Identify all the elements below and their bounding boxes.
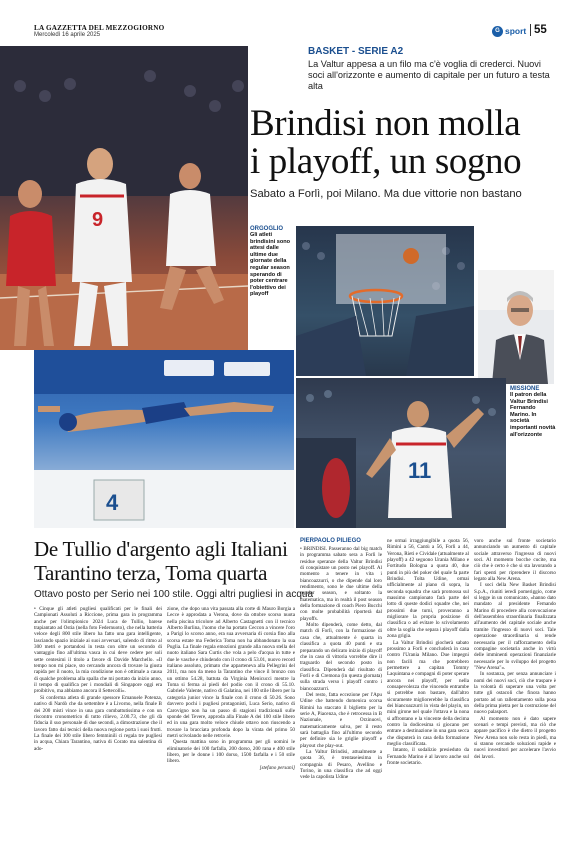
- hoop-illustration: [296, 226, 474, 376]
- patron-photo: [478, 270, 554, 384]
- paragraph: • Cinque gli atleti pugliesi qualificati per le finali dei Campionati Assoluti a Riccione, prima gara in programma anche per l'olimpionico 2024 Luca de Tullio, barese trapiantato ad Ostia (nella foto Federnuoto), che nella batteria veloce degli 800 stile libero ha fatto una gara intelligente, lasciando spazio iniziale ai suoi avversari, salendo di ritmo al 300 metri e portandosi in testa con oltre un secondo di vantaggio fino all'ultima vasca in cui deve cedere per soli sette centesimi il titolo a favore di Davide Marchello. «Il tempo non mi piace, sto cercando ancora di trovare la giusta rapida per il nuoto, la mia condizione non è ottimale a causa di qualche problema alla spalla che mi portato da inizio anno, il tempo di qualifica per i mondiali di Singapore oggi era proibitivo, ma abbiamo ancora il Settecolli».: [34, 606, 162, 695]
- swimmer-illustration: [34, 350, 294, 528]
- paragraph: In sostanza, per senza annunciare i nomi dei nuovi soci, ciò che traspare è la volontà di superare una volta per tutte gli ostacoli che finora hanno portato ad un rallentamento sulla posa della prima pietra per la costruzione del nuovo palasport.: [474, 671, 556, 716]
- paragraph: Del resto, fatta eccezione per l'Apu Udine che battendo domenica scorsa Rimini ha staccato il biglietto per la serie A, Piacenza, che è retrocessa in B Nazionale, e Orzinuovi, matematicamente salva, per il resto sarà battaglia fino all'ultimo secondo per definire sia le griglie playoff e playout che play-out.: [300, 691, 382, 749]
- player-illustration: [296, 378, 506, 528]
- headline-swimming-line1: De Tullio d'argento agli Italiani: [34, 537, 288, 561]
- svg-text:11: 11: [408, 458, 432, 483]
- caption-missione: [510, 386, 556, 438]
- section-label: sport: [505, 26, 527, 36]
- paragraph: Si conferma atleta di grande spessore Emanuele Potenza, nativo di Nardò che da settembre è a Livorno, nella finale B dei 200 misti vince in una gara combattutissima e con un riscontro cronometrico di tutto rilievo, 2.00.73, che gli dà fiducia il suo personale di due secondi, a dimostrazione che il lavoro fatto dai tecnici della nuova regione porta i suoi frutti. La finale dei 100 stile libero femminili ci regala tre pugliesi in acqua, Chiara Tarantino, nativa di Corato ma salentina di ado-: [34, 694, 162, 752]
- article-dek: La Valtur appesa a un filo ma c'è voglia di crederci. Nuovi soci all'orizzonte e aumento di capitale per un futuro a testa alta: [308, 59, 550, 91]
- globe-icon: G: [492, 26, 503, 37]
- paragraph: Molto dipenderà, come detto, dal match di Forlì, con la formazione di casa che, attualmente è quarta in classifica a quota 40 punti e sta preparando un delicato inizio di playoff che in caso di vittoria vorrebbe dire il traguardo del secondo posto in classifica. Dipenderà dal risultato di Forlì e di Cremona (in questa giornata) sulla strada verso i playoff contro i biancoazzurri.: [300, 622, 382, 692]
- byline: PIERPAOLO PILIEGO: [300, 538, 361, 544]
- paragraph: Al momento non è dato sapere scenari e tempi previsti, ma ciò che appare pacifico è che dietro il progetto New Arena non solo resta in piedi, ma si stanno cercando soluzioni rapide e nuovi investitori per accelerare l'avvio dei lavori.: [474, 715, 556, 760]
- swimming-column-2: [167, 606, 295, 826]
- paragraph: La Valtur Brindisi giocherà sabato prossimo a Forlì e concluderà in casa contro l'Urania Milano. Due impegni non facili ma che potrebbero permettere a capitan Tommy Laquintana e compagni di poter sperare ancora nei playoff, per nella consapevolezza che vincendo entrambe si potrebbe non bastare, dall'altro sicuramente migliorerebbe la classifica dei biancoazzurri in vista del playin, un mini girone nel quale l'ottava e la nona si affrontano e la vincente della decima contro la dodicesima si giocano per entrare a destinazione in una gara secca che disputerà in casa della formazione meglio classificata.: [387, 639, 469, 747]
- paragraph: ne ormai irraggiungibile a quota 56, Rimini a 56, Cantù a 56, Forlì a 44, Verona, Rieti e Cividale (attualmente al playoff) a 42 seguono Urania Milano e Fortitudo Bologna a quota 40, due punti in più del poker del quale fa parte Brindisi. Tolta Udine, ormai ufficialmente al piano di sopra, la seconda squadra che sarà promossa sul massimo campionato farà parte del lotto di queste dodici squadre che, nei prossimi due turni, proveranno a migliorare la propria posizione di classifica o ad evitare lo scivolamento oltre la soglia che separa i playoff dalla zona grigia.: [387, 538, 469, 640]
- paragraph: I soci della New Basket Brindisi S.p.A., riuniti ieredì pomeriggio, come si legge in un comunicato, «hanno dato mandato al presidente Fernando Marino di procedere alla convocazione dell'assemblea straordinaria finalizzata all'aumento del capitale sociale anche tramite l'ingresso di nuovi soci. Tale operazione straordinaria si rende necessaria per il rafforzamento della compagine societaria anche in virtù delle imminenti operazioni finanziarie necessarie per lo sviluppo del progetto "New Arena"».: [474, 582, 556, 671]
- subheadline-brindisi: Sabato a Forlì, poi Milano. Ma due vittorie non bastano: [250, 188, 522, 200]
- newspaper-header: [0, 0, 580, 44]
- swimming-column-1: [34, 606, 162, 826]
- caption-orgoglio-text: Gli atleti brindisini sono attesi dalle ultime due giornate della regular season sperando di poter centrare l'obiettivo dei playoff: [250, 232, 291, 298]
- swimmer-photo: [34, 350, 294, 528]
- brindisi-column-3: [474, 538, 556, 826]
- edition-date: Mercoledì 16 aprile 2025: [34, 32, 101, 38]
- svg-text:4: 4: [106, 490, 119, 515]
- paragraph: • BRINDISI. Passeranno dal big match in programma sabato sera a Forlì le residue speranze della Valtur Brindisi di conquistare un posto nei playoff. Al momento a tenere in vita i biancoazzurri, o che dipende dal loro rendimento, sono le due ultime della regular season, e soltanto la matematica, ma in realtà il post season della formazione di coach Piero Bucchi con molte probabilità riporterà dal playoffs.: [300, 546, 382, 622]
- svg-text:9: 9: [92, 209, 104, 231]
- page-number: 55: [530, 24, 547, 36]
- caption-orgoglio-title: ORGOGLIO: [250, 226, 283, 232]
- headline-brindisi-line2: i playoff, un sogno: [250, 141, 522, 182]
- paragraph: Questa mattina sono in programma per gli uomini le eliminatorie dei 100 farfalla, 200 dorso, 200 rana e 400 stile libero, per le donne i 100 dorso, 1500 farfalla e i 50 stile libero.: [167, 739, 295, 765]
- caption-orgoglio: [250, 226, 296, 298]
- basketball-photo-players: [0, 46, 248, 350]
- brindisi-column-1: [300, 546, 382, 826]
- players-illustration: [0, 46, 248, 350]
- headline-swimming-line2: Tarantino terza, Toma quarta: [34, 561, 268, 585]
- basketball-hoop-photo: [296, 226, 474, 376]
- caption-missione-text: Il patron della Valtur Brindisi Fernando Marino. In società importanti novità all'orizzonte: [510, 392, 556, 438]
- subheadline-swimming: Ottavo posto per Serio nei 100 stile. Oggi altri pugliesi in acqua: [34, 589, 314, 600]
- paragraph: zione, che dopo una vita passata alla corte di Mauro Borgia a Lecce è approdata a Verona, dove da ottobre scorso nuota nella piscina tricolore ad Alberto Castagnetti con il tecnico Alberto Burlina, l'uomo che ha portato Ceccon a vincere l'oro a Parigi lo scorso anno, era sua avversaria di corsia fino alla scorsa estate ma Federica Toma non ha abbandonato la sua Puglia. La finale regala emozioni grande alla nuova stella del nuoto italiano Sara Curtis che vola a pelo d'acqua in tutte e due le vasche e chiudendo con il crono di 53.01, nuovo record italiano assoluto, primato che apparteneva alla Pellegrini del 2011, ma non da meno la Tarantino che vince il bronzo con un ottimo 54.28, battuta da Virginia Menicucci mentre la Toma si ferma ai piedi del podio con il crono di 55.10. Gabriele Valente, nativo di Galatina, nei 100 stile libero per la categoria junior vince la finale con il crono di 50.26. Sono davvero pochi i pugliesi protagonisti, Luca Serio, nativo di Carovigno non ha un passo di stagioni tradizionali sulle sponde del Tevere, approda alla Finale A dei 100 stile libero ed in una gara molto veloce chiude ottavo non riuscendo a trovare la bracciata profonda dopo la virata del primo 50 metri scivolando nelle retrovie.: [167, 606, 295, 739]
- paragraph: vоro anche sul fronte societario annunciando un aumento di capitale sociale attraverso l'ingresso di nuovi soci. Al momento bocche cucite, ma ciò che è certo è che si sta lavorando a fari spenti per riprendere il discorso legato alla New Arena.: [474, 538, 556, 583]
- patron-illustration: [478, 270, 554, 384]
- basketball-player-photo: [296, 378, 506, 528]
- paper-name: LA GAZZETTA DEL MEZZOGIORNO: [34, 24, 165, 32]
- brindisi-column-2: [387, 538, 469, 826]
- headline-brindisi-line1: Brindisi non molla: [250, 103, 521, 144]
- caption-missione-title: MISSIONE: [510, 386, 540, 392]
- paragraph: Intanto, il sodalizio presieduto da Fernando Marino è al lavoro anche sul fronte societario.: [387, 747, 469, 767]
- signature: [stefano persani]: [259, 764, 295, 771]
- paragraph: La Valtur Brindisi, attualmente a quota 36, è trentaseiesima in compagnia di Pesaro, Avellino e Torino, in una classifica che ad oggi vede la capolista Udine: [300, 749, 382, 781]
- sport-logo: [492, 26, 526, 38]
- article-kicker: BASKET - SERIE A2: [308, 46, 404, 57]
